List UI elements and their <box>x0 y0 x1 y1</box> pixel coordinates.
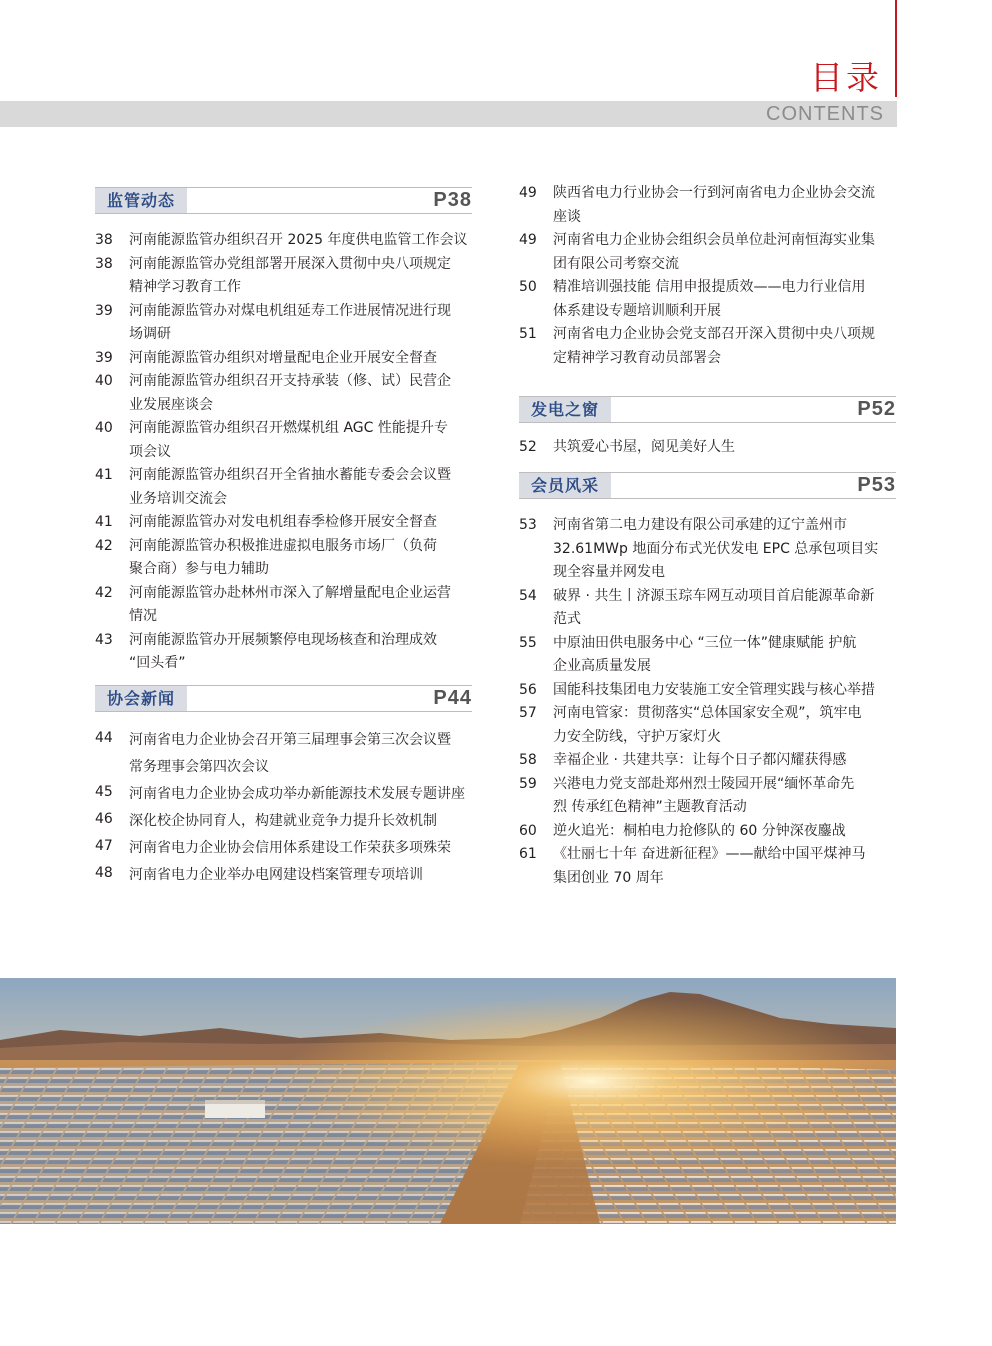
toc-title-line: 场调研 <box>129 326 171 342</box>
toc-title-line: 河南省电力企业举办电网建设档案管理专项培训 <box>129 867 423 883</box>
toc-title-line: 逆火追光：桐柏电力抢修队的 60 分钟深夜鏖战 <box>553 822 846 839</box>
toc-page-number: 50 <box>519 279 537 295</box>
toc-title <box>129 511 437 535</box>
toc-title <box>129 417 448 464</box>
section-label: 会员风采 <box>519 473 611 498</box>
solar-farm-photo <box>0 978 896 1224</box>
toc-title-line: 河南电管家：贯彻落实“总体国家安全观”，筑牢电 <box>553 705 862 721</box>
toc-title-line: 32.61MWp 地面分布式光伏发电 EPC 总承包项目实 <box>553 540 879 557</box>
section-page: P38 <box>433 189 472 211</box>
toc-title-line: 河南省电力企业协会党支部召开深入贯彻中央八项规 <box>553 326 875 342</box>
toc-title <box>129 535 437 582</box>
toc-page-number: 55 <box>519 634 537 651</box>
toc-title-line: 河南能源监管办组织对增量配电企业开展安全督查 <box>129 349 437 366</box>
toc-title-line: 河南能源监管办开展频繁停电现场核查和治理成效 <box>129 631 437 648</box>
toc-page-number: 38 <box>95 232 113 248</box>
toc-title-line: 河南能源监管办组织召开 2025 年度供电监管工作会议 <box>129 232 468 248</box>
toc-title <box>553 679 875 703</box>
toc-title <box>553 514 878 585</box>
toc-title <box>129 229 468 253</box>
contents-title-cn: 目录 <box>810 58 882 97</box>
toc-title-line: 河南能源监管办党组部署开展深入贯彻中央八项规定 <box>129 255 451 272</box>
toc-title <box>129 253 451 300</box>
toc-page-number: 58 <box>519 752 537 768</box>
toc-page-number: 59 <box>519 775 537 792</box>
toc-title-line: 河南能源监管办组织召开全省抽水蓄能专委会会议暨 <box>129 467 451 483</box>
section-label: 监管动态 <box>95 188 187 213</box>
toc-title <box>553 323 875 370</box>
section-page: P52 <box>857 398 896 420</box>
toc-page-number: 41 <box>95 467 113 483</box>
toc-page-number: 38 <box>95 255 113 272</box>
toc-page-number: 44 <box>95 730 113 746</box>
toc-page-number: 46 <box>95 811 113 827</box>
toc-title-line: 《壮丽七十年 奋进新征程》——献给中国平煤神马 <box>553 846 866 862</box>
toc-page-number: 52 <box>519 439 537 455</box>
toc-title-line: 中原油田供电服务中心 “三位一体”健康赋能 护航 <box>553 634 857 651</box>
toc-title-line: 业务培训交流会 <box>129 490 227 507</box>
toc-title-line: 体系建设专题培训顺利开展 <box>553 302 721 319</box>
toc-title-line: 国能科技集团电力安装施工安全管理实践与核心举措 <box>553 681 875 698</box>
toc-page-number: 49 <box>519 232 537 248</box>
toc-title <box>553 820 846 844</box>
toc-title <box>553 749 846 773</box>
section-header-members[interactable] <box>519 472 896 499</box>
toc-page-number: 45 <box>95 784 113 800</box>
toc-title <box>129 808 437 835</box>
section-page: P53 <box>857 474 896 496</box>
toc-title-line: 聚合商）参与电力辅助 <box>129 561 269 577</box>
contents-title-en: CONTENTS <box>766 103 884 125</box>
section-header-supervision[interactable] <box>95 187 472 214</box>
toc-page-number: 42 <box>95 584 113 601</box>
toc-title-line: 烈 传承红色精神”主题教育活动 <box>553 799 747 815</box>
toc-page-number: 40 <box>95 420 113 436</box>
toc-title <box>553 585 874 632</box>
toc-title-line: 河南省电力企业协会信用体系建设工作荣获多项殊荣 <box>129 840 451 856</box>
toc-page-number: 57 <box>519 705 537 721</box>
toc-page-number: 39 <box>95 349 113 366</box>
toc-title <box>553 436 735 460</box>
header-accent-line <box>895 0 897 97</box>
section-header-association[interactable] <box>95 685 472 712</box>
toc-title-line: 深化校企协同育人，构建就业竞争力提升长效机制 <box>129 813 437 829</box>
toc-title-line: 破界 · 共生丨济源玉琮车网互动项目首启能源革命新 <box>553 587 875 604</box>
toc-title <box>553 276 865 323</box>
toc-page-number: 61 <box>519 846 537 862</box>
section-header-power[interactable] <box>519 396 896 423</box>
toc-title-line: 座谈 <box>553 208 581 225</box>
toc-title-line: 河南能源监管办对煤电机组延寿工作进展情况进行现 <box>129 302 451 319</box>
toc-page-number: 56 <box>519 681 537 698</box>
section-page: P44 <box>433 687 472 709</box>
toc-title <box>129 629 437 676</box>
toc-title-line: 河南省电力企业协会成功举办新能源技术发展专题讲座 <box>129 786 465 802</box>
toc-title-line: 河南省第二电力建设有限公司承建的辽宁盖州市 <box>553 517 847 533</box>
toc-title-line: 精准培训强技能 信用申报提质效——电力行业信用 <box>553 279 866 295</box>
toc-title <box>129 464 451 511</box>
toc-page-number: 42 <box>95 537 113 554</box>
toc-title <box>129 582 451 629</box>
toc-title <box>553 229 875 276</box>
toc-title-line: “回头看” <box>129 655 186 671</box>
toc-title <box>129 727 451 781</box>
toc-title <box>553 773 854 820</box>
toc-page-number: 40 <box>95 373 113 389</box>
toc-title-line: 企业高质量发展 <box>553 658 651 674</box>
toc-title-line: 河南能源监管办组织召开燃煤机组 AGC 性能提升专 <box>129 420 448 436</box>
toc-page-number: 43 <box>95 631 113 648</box>
toc-title <box>129 781 465 808</box>
toc-title-line: 定精神学习教育动员部署会 <box>553 349 721 366</box>
toc-page-number: 54 <box>519 587 537 604</box>
toc-title <box>129 835 451 862</box>
toc-title <box>129 300 451 347</box>
toc-title-line: 集团创业 70 周年 <box>553 869 664 886</box>
toc-page-number: 51 <box>519 326 537 342</box>
toc-title-line: 河南能源监管办对发电机组春季检修开展安全督查 <box>129 514 437 530</box>
toc-title-line: 情况 <box>129 608 157 624</box>
header-band <box>0 101 897 127</box>
toc-title <box>129 347 437 371</box>
toc-title-line: 陕西省电力行业协会一行到河南省电力企业协会交流 <box>553 185 875 201</box>
toc-title <box>553 632 856 679</box>
toc-page-number: 60 <box>519 822 537 839</box>
toc-title-line: 常务理事会第四次会议 <box>129 759 269 775</box>
toc-title-line: 河南能源监管办组织召开支持承装（修、试）民营企 <box>129 373 451 389</box>
toc-page-number: 53 <box>519 517 537 533</box>
toc-title <box>129 370 451 417</box>
toc-title-line: 兴港电力党支部赴郑州烈士陵园开展“缅怀革命先 <box>553 775 855 792</box>
toc-title-line: 河南能源监管办赴林州市深入了解增量配电企业运营 <box>129 584 451 601</box>
toc-title-line: 幸福企业 · 共建共享：让每个日子都闪耀获得感 <box>553 752 847 768</box>
toc-title-line: 力安全防线，守护万家灯火 <box>553 728 721 745</box>
toc-title <box>553 702 862 749</box>
toc-title-line: 河南省电力企业协会召开第三届理事会第三次会议暨 <box>129 732 451 748</box>
toc-page-number: 39 <box>95 302 113 319</box>
toc-title-line: 精神学习教育工作 <box>129 279 241 295</box>
toc-title-line: 项会议 <box>129 443 171 460</box>
toc-title <box>553 182 875 229</box>
section-label: 发电之窗 <box>519 397 611 422</box>
toc-page-number: 47 <box>95 838 113 854</box>
toc-page-number: 41 <box>95 514 113 530</box>
section-label: 协会新闻 <box>95 686 187 711</box>
toc-title-line: 河南能源监管办积极推进虚拟电服务市场厂（负荷 <box>129 537 437 554</box>
toc-page-number: 49 <box>519 185 537 201</box>
toc-title-line: 河南省电力企业协会组织会员单位赴河南恒海实业集 <box>553 232 875 248</box>
toc-title-line: 范式 <box>553 611 581 627</box>
toc-title-line: 业发展座谈会 <box>129 396 213 413</box>
toc-title-line: 共筑爱心书屋，阅见美好人生 <box>553 439 735 455</box>
toc-title-line: 现全容量并网发电 <box>553 564 665 580</box>
toc-title-line: 团有限公司考察交流 <box>553 255 679 272</box>
toc-title <box>129 862 423 889</box>
toc-title <box>553 843 865 890</box>
toc-page-number: 48 <box>95 865 113 881</box>
